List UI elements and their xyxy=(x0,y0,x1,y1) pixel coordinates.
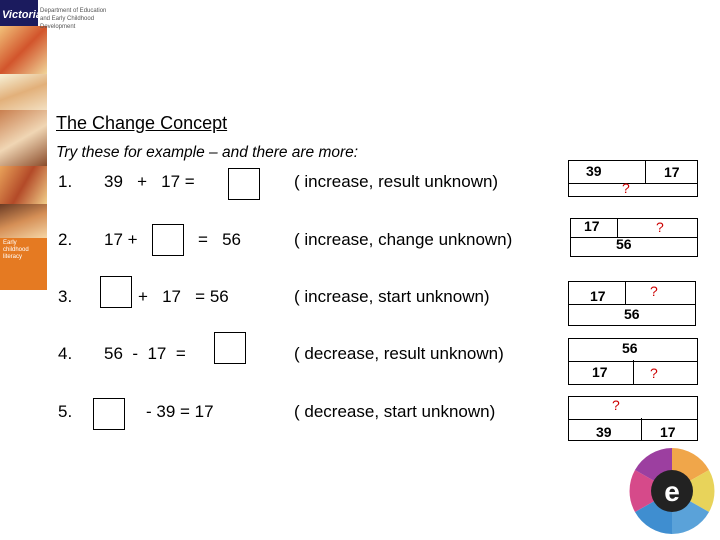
answer-box[interactable] xyxy=(228,168,260,200)
answer-box[interactable] xyxy=(93,398,125,430)
bar-value: 56 xyxy=(622,340,638,356)
question-expression-tail: = 56 xyxy=(198,230,242,249)
department-name: Department of Education and Early Childhood Development xyxy=(40,8,107,30)
bar-value: 39 xyxy=(596,424,612,440)
bar-value: 39 xyxy=(586,163,602,179)
photo-child-3 xyxy=(0,110,47,166)
bar-unknown: ? xyxy=(650,283,658,299)
slide-subtitle: Try these for example – and there are more: xyxy=(56,144,359,161)
bar-model-part xyxy=(568,160,646,184)
question-number: 4. xyxy=(58,344,73,363)
bar-value: 17 xyxy=(592,364,608,380)
slide-title: The Change Concept xyxy=(56,113,228,133)
question-number: 3. xyxy=(58,287,73,306)
photo-children-4 xyxy=(0,166,47,204)
question-expression: 17 + xyxy=(104,230,138,249)
question-description: ( increase, start unknown) xyxy=(294,287,490,306)
question-description: ( decrease, result unknown) xyxy=(294,344,504,363)
bar-model-whole xyxy=(568,396,698,420)
question-number: 2. xyxy=(58,230,73,249)
bar-value: 17 xyxy=(584,218,600,234)
e-logo-icon xyxy=(627,446,717,536)
bar-unknown: ? xyxy=(612,397,620,413)
bar-unknown: ? xyxy=(622,180,630,196)
logo-label: Victoria xyxy=(2,9,42,21)
sidebar-tagline: Early childhood literacy xyxy=(0,238,47,290)
bar-model-whole xyxy=(570,236,698,257)
photo-children-5 xyxy=(0,204,47,238)
bar-unknown: ? xyxy=(650,365,658,381)
question-expression-tail: + 17 = 56 xyxy=(138,287,229,306)
question-expression-tail: - 39 = 17 xyxy=(146,402,214,421)
question-description: ( increase, change unknown) xyxy=(294,230,513,249)
question-number: 5. xyxy=(58,402,73,421)
answer-box[interactable] xyxy=(214,332,246,364)
question-description: ( decrease, start unknown) xyxy=(294,402,496,421)
bar-value: 56 xyxy=(616,236,632,252)
bar-value: 17 xyxy=(590,288,606,304)
svg-text:e: e xyxy=(664,476,680,507)
bar-value: 56 xyxy=(624,306,640,322)
bar-value: 17 xyxy=(664,164,680,180)
question-expression: 39 + 17 = xyxy=(104,172,195,191)
bar-model-whole xyxy=(568,182,698,197)
answer-box[interactable] xyxy=(100,276,132,308)
question-description: ( increase, result unknown) xyxy=(294,172,499,191)
bar-value: 17 xyxy=(660,424,676,440)
photo-child-2 xyxy=(0,74,47,110)
question-number: 1. xyxy=(58,172,73,191)
bar-unknown: ? xyxy=(656,219,664,235)
photo-child-1 xyxy=(0,26,47,74)
question-expression: 56 - 17 = xyxy=(104,344,186,363)
answer-box[interactable] xyxy=(152,224,184,256)
